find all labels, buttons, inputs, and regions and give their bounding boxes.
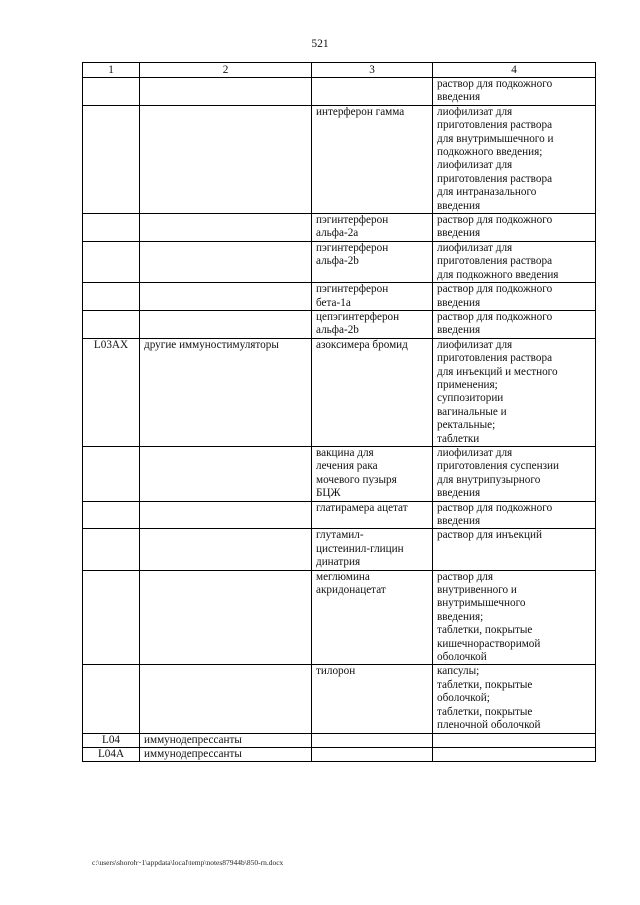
dosage-form-cell [433, 78, 596, 106]
dosage-form-line: приготовления раствора [437, 119, 553, 132]
atc-code-cell [83, 665, 140, 733]
dosage-form-line: приготовления суспензии [437, 460, 559, 473]
group-name-cell: иммунодепрессанты [140, 747, 312, 761]
dosage-form-line: капсулы; [437, 665, 480, 678]
dosage-form-line: внутривенного и [437, 584, 517, 597]
dosage-form-line: для инъекций и местного [437, 365, 558, 378]
group-name-cell [140, 446, 312, 501]
dosage-form-line: лиофилизат для [437, 241, 513, 254]
atc-code-cell [83, 446, 140, 501]
dosage-form-cell [433, 338, 596, 446]
group-name-cell [140, 283, 312, 311]
dosage-form-line: таблетки, покрытые [437, 624, 533, 637]
atc-code-cell [83, 283, 140, 311]
table-row [83, 665, 596, 733]
atc-code-cell [83, 529, 140, 570]
table-row [83, 283, 596, 311]
group-name-cell [140, 570, 312, 665]
dosage-form-cell [433, 446, 596, 501]
dosage-form-line: приготовления раствора [437, 352, 553, 365]
drug-name-line: лечения рака [316, 460, 378, 473]
drug-name-line: альфа-2a [316, 227, 359, 240]
atc-code-cell [83, 241, 140, 282]
page-number: 521 [311, 38, 329, 50]
group-name-cell [140, 529, 312, 570]
drug-name-line: акридонацетат [316, 584, 386, 597]
group-name-cell: иммунодепрессанты [140, 733, 312, 747]
dosage-form-line: таблетки [437, 432, 480, 445]
header-row [83, 63, 596, 78]
dosage-form-line: введения; [437, 610, 484, 623]
dosage-form-line: подкожного введения; [437, 146, 543, 159]
dosage-form-line: введения [437, 227, 481, 240]
drug-name-line: интерферон гамма [316, 105, 405, 118]
dosage-form-line: для интраназального [437, 186, 537, 199]
dosage-form-line: для внутримышечного и [437, 132, 554, 145]
table-row [83, 241, 596, 282]
drug-name-cell [312, 214, 433, 242]
drug-name-cell [312, 105, 433, 213]
dosage-form-line: приготовления раствора [437, 255, 553, 268]
drug-name-line: БЦЖ [316, 487, 341, 500]
dosage-form-line: приготовления раствора [437, 172, 553, 185]
table-row [83, 338, 596, 446]
header-col-4: 4 [433, 63, 596, 78]
drug-name-line: цепэгинтерферон [316, 310, 400, 323]
drug-name-cell [312, 570, 433, 665]
group-name-cell [140, 665, 312, 733]
drug-name-line: динатрия [316, 556, 361, 569]
drug-name-line: альфа-2b [316, 324, 359, 337]
header-col-2: 2 [140, 63, 312, 78]
dosage-form-line: таблетки, покрытые [437, 705, 533, 718]
drug-name-line: бета-1a [316, 296, 351, 309]
group-name-cell: другие иммуностимуляторы [140, 338, 312, 446]
atc-code-cell [83, 78, 140, 106]
header-col-3: 3 [312, 63, 433, 78]
dosage-form-line: пленочной оболочкой [437, 719, 541, 732]
drug-name-cell [312, 501, 433, 529]
dosage-form-line: раствор для подкожного [437, 501, 553, 514]
dosage-form-line: введения [437, 515, 481, 527]
atc-code-cell [83, 570, 140, 665]
dosage-form-line: раствор для подкожного [437, 78, 553, 90]
dosage-form-cell [433, 310, 596, 338]
dosage-form-line: лиофилизат для [437, 338, 513, 351]
drug-name-cell [312, 241, 433, 282]
dosage-form-line: оболочкой [437, 651, 487, 664]
dosage-form-line: лиофилизат для [437, 105, 513, 118]
atc-code-cell: L04 [83, 733, 140, 747]
dosage-form-line: раствор для подкожного [437, 283, 553, 296]
drug-name-line: глатирамера ацетат [316, 501, 408, 514]
dosage-form-line: лиофилизат для [437, 446, 513, 459]
drug-name-line: альфа-2b [316, 255, 359, 268]
dosage-form-line: раствор для инъекций [437, 529, 542, 542]
dosage-form-cell [433, 665, 596, 733]
table-row [83, 529, 596, 570]
drug-name-line: меглюмина [316, 570, 370, 583]
dosage-form-line: введения [437, 91, 481, 104]
dosage-form-line: суппозитории [437, 392, 504, 405]
dosage-form-cell [433, 733, 596, 747]
dosage-form-cell [433, 529, 596, 570]
table-row [83, 570, 596, 665]
atc-code-cell [83, 105, 140, 213]
drug-name-cell [312, 665, 433, 733]
table-body [83, 78, 596, 762]
drug-name-cell [312, 529, 433, 570]
dosage-form-cell [433, 283, 596, 311]
drug-name-line: тилорон [316, 665, 356, 678]
table-row [83, 501, 596, 529]
drug-name-line: вакцина для [316, 446, 374, 459]
drug-name-cell [312, 78, 433, 106]
dosage-form-line: лиофилизат для [437, 159, 513, 172]
dosage-form-line: внутримышечного [437, 597, 526, 610]
table-row [83, 310, 596, 338]
atc-code-cell: L03AX [83, 338, 140, 446]
atc-code-cell [83, 310, 140, 338]
group-name-cell [140, 501, 312, 529]
table-row [83, 78, 596, 106]
dosage-form-cell [433, 214, 596, 242]
table-row [83, 733, 596, 747]
dosage-form-line: введения [437, 487, 481, 500]
table-row [83, 214, 596, 242]
atc-code-cell: L04A [83, 747, 140, 761]
dosage-form-cell [433, 105, 596, 213]
dosage-form-line: для внутрипузырного [437, 473, 541, 486]
header-col-1: 1 [83, 63, 140, 78]
dosage-form-line: введения [437, 296, 481, 309]
drug-name-cell [312, 283, 433, 311]
table-row [83, 747, 596, 761]
drug-name-line: пэгинтерферон [316, 283, 389, 296]
drug-name-line: мочевого пузыря [316, 473, 397, 486]
dosage-form-line: введения [437, 324, 481, 337]
group-name-cell [140, 310, 312, 338]
group-name-cell [140, 214, 312, 242]
dosage-form-line: применения; [437, 378, 498, 391]
group-name-cell [140, 105, 312, 213]
dosage-form-line: для подкожного введения [437, 268, 559, 281]
dosage-form-cell [433, 501, 596, 529]
drug-name-cell [312, 733, 433, 747]
drug-name-cell [312, 310, 433, 338]
drug-name-cell [312, 446, 433, 501]
dosage-form-line: раствор для [437, 570, 494, 583]
dosage-form-line: вагинальные и [437, 405, 507, 418]
atc-code-cell [83, 214, 140, 242]
dosage-form-line: оболочкой; [437, 692, 490, 705]
dosage-form-line: раствор для подкожного [437, 214, 553, 227]
footer-file-path: c:\users\shoroh~1\appdata\local\temp\notes87944b\850-rn.docx [92, 858, 284, 867]
table-row [83, 446, 596, 501]
dosage-form-line: таблетки, покрытые [437, 678, 533, 691]
atc-code-cell [83, 501, 140, 529]
drug-name-line: азоксимера бромид [316, 338, 408, 351]
drug-name-cell [312, 338, 433, 446]
drug-name-line: пэгинтерферон [316, 214, 389, 227]
dosage-form-line: введения [437, 199, 481, 212]
dosage-form-cell [433, 241, 596, 282]
dosage-form-line: раствор для подкожного [437, 310, 553, 323]
drug-name-line: пэгинтерферон [316, 241, 389, 254]
drug-name-line: цистеинил-глицин [316, 542, 404, 555]
drug-name-line: глутамил- [316, 529, 364, 542]
dosage-form-cell [433, 747, 596, 761]
group-name-cell [140, 241, 312, 282]
group-name-cell [140, 78, 312, 106]
drug-name-cell [312, 747, 433, 761]
dosage-form-line: кишечнорастворимой [437, 637, 541, 650]
drug-table [82, 62, 596, 762]
table-row [83, 105, 596, 213]
dosage-form-cell [433, 570, 596, 665]
dosage-form-line: ректальные; [437, 419, 496, 432]
